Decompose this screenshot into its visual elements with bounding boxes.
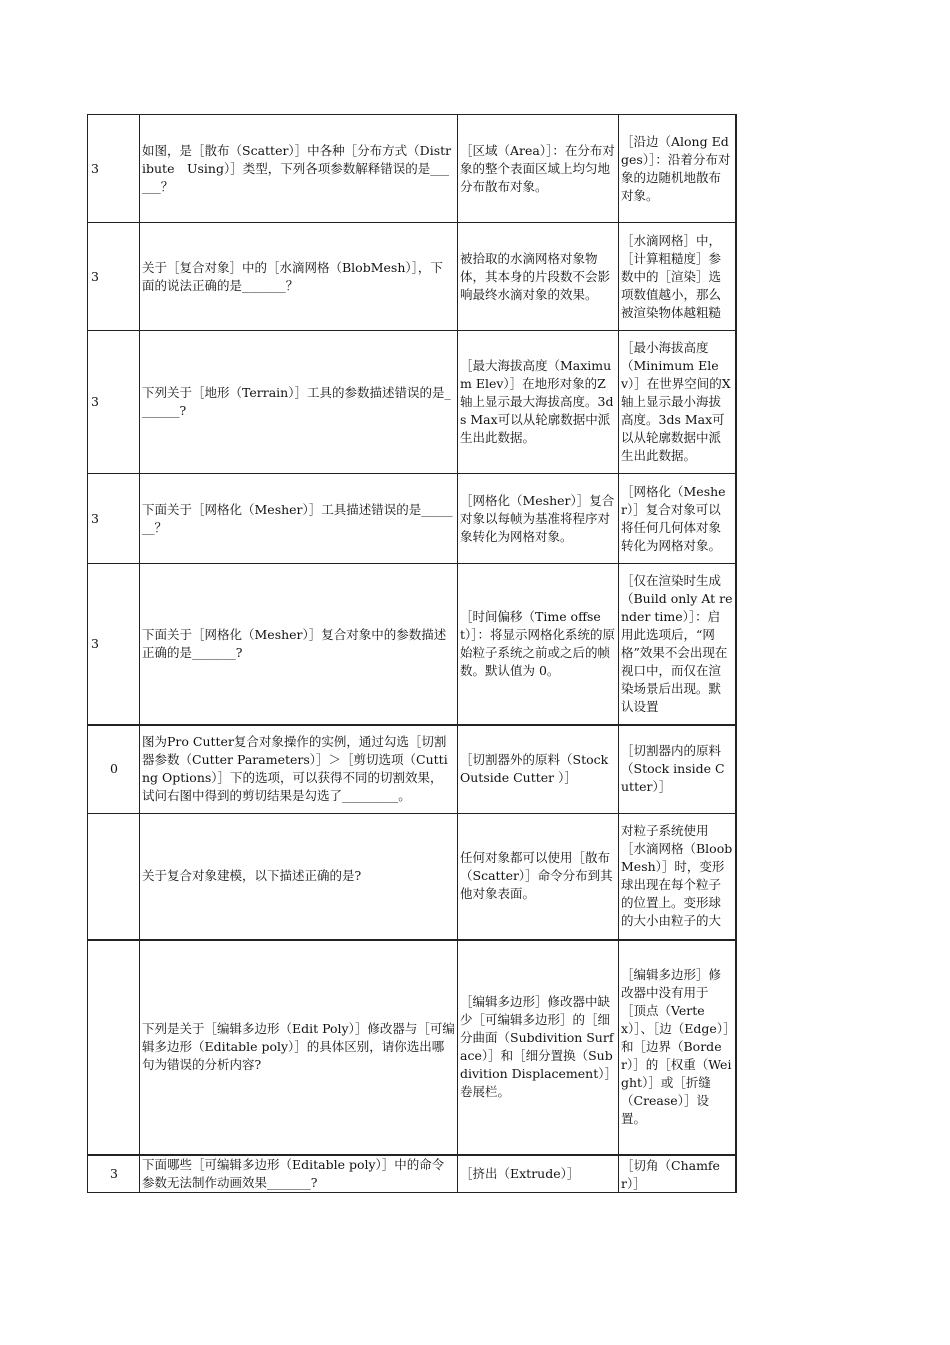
score-cell: 0 xyxy=(88,725,140,814)
option-d-text: ［网格化（Mesher）］复合对象可以将任何几何体对象转化为网格对象。 xyxy=(621,483,726,553)
option-d-text: ［水滴网格］中，［计算粗糙度］参数中的［渲染］选项数值越小，那么被渲染物体越粗糙 xyxy=(621,232,722,320)
option-d-cell xyxy=(619,474,736,564)
option-d-text: ［最小海拔高度（Minimum Elev）］在世界空间的X轴上显示最小海拔高度。3ds Max可以从轮廓数据中派生出此数据。 xyxy=(621,340,731,463)
score-cell: 3 xyxy=(88,1155,140,1193)
question-cell xyxy=(140,564,458,725)
question-text: 关于［复合对象］中的［水滴网格（BlobMesh）］，下面的说法正确的是_______？ xyxy=(142,259,443,293)
option-d-cell xyxy=(619,564,736,725)
table-row xyxy=(88,940,736,1155)
question-text: 下面关于［网格化（Mesher）］复合对象中的参数描述正确的是_______? xyxy=(142,626,447,660)
table-row xyxy=(88,564,736,725)
question-cell xyxy=(140,725,458,814)
question-cell xyxy=(140,331,458,474)
table-row xyxy=(88,725,736,814)
question-text: 下列是关于［编辑多边形（Edit Poly）］修改器与［可编辑多边形（Editable poly）］的具体区别，请你选出哪句为错误的分析内容? xyxy=(142,1021,455,1072)
score-cell: 3 xyxy=(88,474,140,564)
option-d-cell xyxy=(619,725,736,814)
option-c-cell xyxy=(458,223,619,331)
option-c-cell xyxy=(458,474,619,564)
question-cell xyxy=(140,940,458,1155)
option-c-text: ［挤出（Extrude）］ xyxy=(460,1165,580,1181)
option-d-text: ［切割器内的原料（Stock inside Cutter）］ xyxy=(621,743,725,795)
score-cell: 3 xyxy=(88,331,140,474)
question-cell xyxy=(140,1155,458,1193)
table-row xyxy=(88,331,736,474)
option-c-text: ［网格化（Mesher）］复合对象以每帧为基准将程序对象转化为网格对象。 xyxy=(460,492,615,544)
option-c-text: ［区域（Area）］：在分布对象的整个表面区域上均匀地分布散布对象。 xyxy=(460,142,615,194)
option-d-cell xyxy=(619,814,736,940)
option-c-text: 被拾取的水滴网格对象物体，其本身的片段数不会影响最终水滴对象的效果。 xyxy=(460,250,611,302)
option-d-cell xyxy=(619,223,736,331)
option-d-cell xyxy=(619,1155,736,1193)
question-cell xyxy=(140,223,458,331)
option-c-text: ［切割器外的原料（Stock Outside Cutter ）］ xyxy=(460,752,609,786)
option-d-text: 对粒子系统使用［水滴网格（BloobMesh）］时，变形球出现在每个粒子的位置上。变形球的大小由粒子的大 xyxy=(621,823,733,929)
score-cell xyxy=(88,814,140,940)
question-cell xyxy=(140,474,458,564)
table-row xyxy=(88,1155,736,1193)
table-row xyxy=(88,223,736,331)
score-cell: 3 xyxy=(88,115,140,223)
question-text: 下面关于［网格化（Mesher）］工具描述错误的是_______？ xyxy=(142,501,453,535)
option-c-cell xyxy=(458,940,619,1155)
option-d-cell xyxy=(619,331,736,474)
option-c-text: 任何对象都可以使用［散布（Scatter）］命令分布到其他对象表面。 xyxy=(460,850,613,902)
option-c-text: ［编辑多边形］修改器中缺少［可编辑多边形］的［细分曲面（Subdivition Surface）］和［细分置换（Subdivition Displacement）］卷展栏。 xyxy=(460,994,614,1099)
table-row xyxy=(88,814,736,940)
option-c-cell xyxy=(458,331,619,474)
score-cell: 3 xyxy=(88,564,140,725)
question-text: 下列关于［地形（Terrain）］工具的参数描述错误的是_______? xyxy=(142,385,451,418)
question-text: 如图，是［散布（Scatter）］中各种［分布方式（Distribute Using）］类型，下列各项参数解释错误的是______？ xyxy=(142,142,452,194)
question-text: 关于复合对象建模，以下描述正确的是? xyxy=(142,868,362,884)
option-c-cell xyxy=(458,115,619,223)
question-text: 图为Pro Cutter复合对象操作的实例，通过勾选［切割器参数（Cutter Parameters）］＞［剪切选项（Cutting Options）］下的选项，可以获得不同的切割效果，试问右图中得到的剪切结果是勾选了_________。 xyxy=(142,734,448,804)
question-table xyxy=(87,114,737,1193)
question-cell xyxy=(140,115,458,223)
question-text: 下面哪些［可编辑多边形（Editable poly）］中的命令参数无法制作动画效果_______? xyxy=(142,1156,445,1190)
option-c-cell xyxy=(458,1155,619,1193)
option-d-text: ［沿边（Along Edges）］：沿着分布对象的边随机地散布对象。 xyxy=(621,133,731,203)
option-d-text: ［仅在渲染时生成（Build only At render time）］：启用此选项后，“网格”效果不会出现在视口中，而仅在渲染场景后出现。默认设置 xyxy=(621,572,733,714)
option-c-text: ［时间偏移（Time offset）］：将显示网格化系统的原始粒子系统之前或之后的帧数。默认值为 0。 xyxy=(460,608,616,678)
option-d-cell xyxy=(619,940,736,1155)
option-c-cell xyxy=(458,725,619,814)
question-cell xyxy=(140,814,458,940)
score-cell: 3 xyxy=(88,223,140,331)
option-d-cell xyxy=(619,115,736,223)
option-c-cell xyxy=(458,814,619,940)
option-c-text: ［最大海拔高度（Maximum Elev）］在地形对象的Z轴上显示最大海拔高度。3ds Max可以从轮廓数据中派生出此数据。 xyxy=(460,358,614,445)
score-cell xyxy=(88,940,140,1155)
table-row xyxy=(88,115,736,223)
option-c-cell xyxy=(458,564,619,725)
option-d-text: ［切角（Chamfer）］ xyxy=(621,1157,720,1191)
option-d-text: ［编辑多边形］修改器中没有用于［顶点（Vertex）］、［边（Edge）］和［边界（Border）］的［权重（Weight）］或［折缝（Crease）］设置。 xyxy=(621,967,732,1126)
table-row xyxy=(88,474,736,564)
